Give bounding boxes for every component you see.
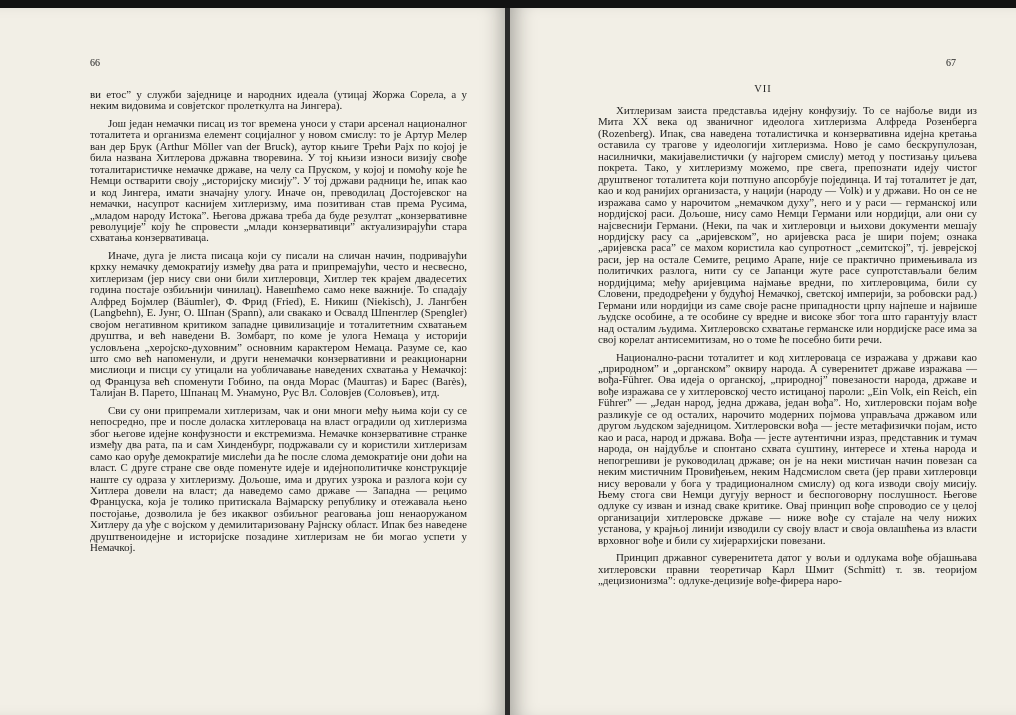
body-text <box>90 90 467 561</box>
paragraph: Национално-расни тоталитет и код хитлероваца се изражава у држави као „природном” и „органском” оквиру народа. А суверенитет државе изражава — вођа-Führer. Ова идеја о органској, „природној” повезаности народа, државе и вође изражава се у хитлеровској често истицаној пароли: „Ein Volk, ein Reich, ein Führer” — „Један народ, једна држава, један вођа”. Но, хитлеровски појам вође разликује се од осталих, нарочито модерних појмова управљача државом или другом људском заједницом. Хитлеровски вођа — јесте метафизички појам, исто као и раса, народ и држава. Вођа — јесте аутентични израз, представник и тумач народа, он најдубље и спонтано схвата суштину, интересе и хтења народа и непогрешиви је руководилац државе; он је на неки мистичан начин повезан са неким мистичним Провиђењем, неким Надсмислом света (јер прави хитлеровци нису веровали у бога у традиционалном смислу) од кога изводи своју мисију. Њему стога сви Немци дугују верност и беспоговорну послушност. Његове одлуке су изван и изнад сваке критике. Овај принцип вође спроводио се у целој организацији хитлеровске државе — ниже вође су стајале на челу нижих установа, у крајњој линији изводили су своју власт и своја овлашћења из власти врховног вође и били су хијерархијски повезани. <box>598 351 977 547</box>
paragraph: Иначе, дуга је листа писаца који су писали на сличан начин, подривајући крхку немачку демократију између два рата и припремајући, често и несвесно, хитлеризам (јер нису сви они били хитлеровци, Хитлер тек крајем двадесетих година постаје озбиљнији чинилац). Навешћемо само неке важније. То спадају Алфред Бојмлер (Bäumler), Ф. Фрид (Fried), Е. Никиш (Niekisch), Ј. Лангбен (Langbehn), Е. Јунг, О. Шпан (Spann), али свакако и Освалд Шпенглер (Spengler) својом негативном критиком западне цивилизације и тоталитетним схватањем друштва, и већ наведени В. Зомбарт, по коме је улога Немаца у историји условљена „херојско-духовним” основним карактером Немаца. Разуме се, као што смо већ напоменули, и други ненемачки конзервативни и реакционарни мислиоци и писци су утицали на уобличавање наведених схватања у Немачкој: од Француза већ споменути Гобино, па онда Морас (Maurras) и Барес (Barès), Талијан В. Парето, Шпанац М. Унамуно, Рус Вл. Соловјев (Соловъев), итд. <box>90 249 467 400</box>
paragraph: Принцип државног суверенитета датог у вољи и одлукама вође објашњава хитлеровски правни теоретичар Карл Шмит (Schmitt) т. зв. теоријом „децизионизма”: одлуке-децизије вође-фирера наро- <box>598 552 977 588</box>
paragraph: Сви су они припремали хитлеризам, чак и они многи међу њима који су се непосредно, пре и после доласка хитлероваца на власт оградили од хитлеризма због његове идејне конфузности и екстремизма. Немачке конзервативне странке између два рата, па и сам Хинденбург, подржавали су и користили хитлеризам само као оруђе демократије мислећи да ће после слома демократије они доћи на власт. С друге стране све овде поменуте идеје и идејнополитичке конструкције наште су одраза у хитлеризму. Дољоше, има и других узрока и разлога који су Хитлера довели на власт; да наведемо само државе — Западна — рецимо Француска, која је толико притискала Вајмарску републику и отежавала њено постојање, дозволила је без икаквог озбиљног реаговања још ненаоружаном Хитлеру да уђе с војском у демилитаризовану Рајнску област. Ипак без наведене друштвеноидејне и историјске позадине хитлеризам не би могао успети у Немачкој. <box>90 404 467 555</box>
paragraph: ви етос” у служби заједнице и народних идеала (утицај Жоржа Сорела, а у неким видовима и совјетског пролеткулта на Јингера). <box>90 89 467 113</box>
right-page <box>510 8 1016 715</box>
paragraph: Још један немачки писац из тог времена уноси у стари арсенал националног тоталитета и организма елемент социјалног у новом смислу: то је Артур Мелер ван дер Брук (Arthur Möller van der Bruck), аутор књиге Трећи Рајх по којој је била названа Хитлерова државна творевина. У тој књизи износи визију свође тоталитаристичке немачке државе, на челу са Пруском, у којој и помоћу које ће Немци остварити своју „историјску мисију”. У тој држави радници ће, ипак као и код Јингера, имати значајну улогу. Иначе он, преводилац Достојевског на немачки, насупрот каснијем хитлеризму, има позитиван став према Русима, „младом народу Истока”. Његова држава треба да буде резултат „конзервативне револуције” коју ће спровести „млади конзервативци” актуализирајући стара схватања конзервативаца. <box>90 117 467 245</box>
page-number: 66 <box>90 58 100 69</box>
chapter-heading: VII <box>754 84 772 95</box>
paragraph: Хитлеризам заиста представља идејну конфузију. То се најбоље види из Мита XX века од званичног идеолога хитлеризма Алфреда Розенберга (Rozenberg). Ипак, сва наведена тоталистичка и конзервативна идејна кретања оставила су трагове у идеологији хитлеризма. Ново је само бескрупулозан, насилнички, макијавелистички (у најгорем смислу) метод у постизању циљева покрета. Тако, у хитлеризму можемо, пре свега, препознати идеју чистог друштвеног тоталитета који потпуно апсорбује појединца. И тај тоталитет је дат, као и код ранијих организаста, у нацији (народу — Volk) и у држави. Но он се не изражава само у нарочитом „немачком духу”, него и у раси — германској или нордијској раси. Дољоше, нису само Немци Германи или нордијци, али они су најсвеснији Германи. (Неки, па чак и хитлеровци и њихови документи мешају нордијску расу са „аријевском”, но аријевска раса је шири појем; ознака „аријевска раса” се махом користила као супротност „семитској”, тј. јеврејској раси, јер на остале Семите, рецимо Арапе, није се практично примењивала из политичких разлога, нити су се Јапанци жуте расе супротстављали белим нордијцима; међу аријевцима најмање вредни, по хитлеровцима, били су Словени, предодређени у будућој Немачкој, светској империји, за робовски рад.) Германи или нордијци из саме своје расне припадности црпу најпеше и највише људске особине, а те особине су вредне и високе због тога што гарантују власт над осталим људима. Хитлеровско схватање германске или нордијске расе има за свој корелат антисемитизам, но о томе ће посебно бити речи. <box>598 105 977 347</box>
left-page <box>0 8 507 715</box>
page-number: 67 <box>946 58 956 69</box>
body-text <box>598 106 977 594</box>
